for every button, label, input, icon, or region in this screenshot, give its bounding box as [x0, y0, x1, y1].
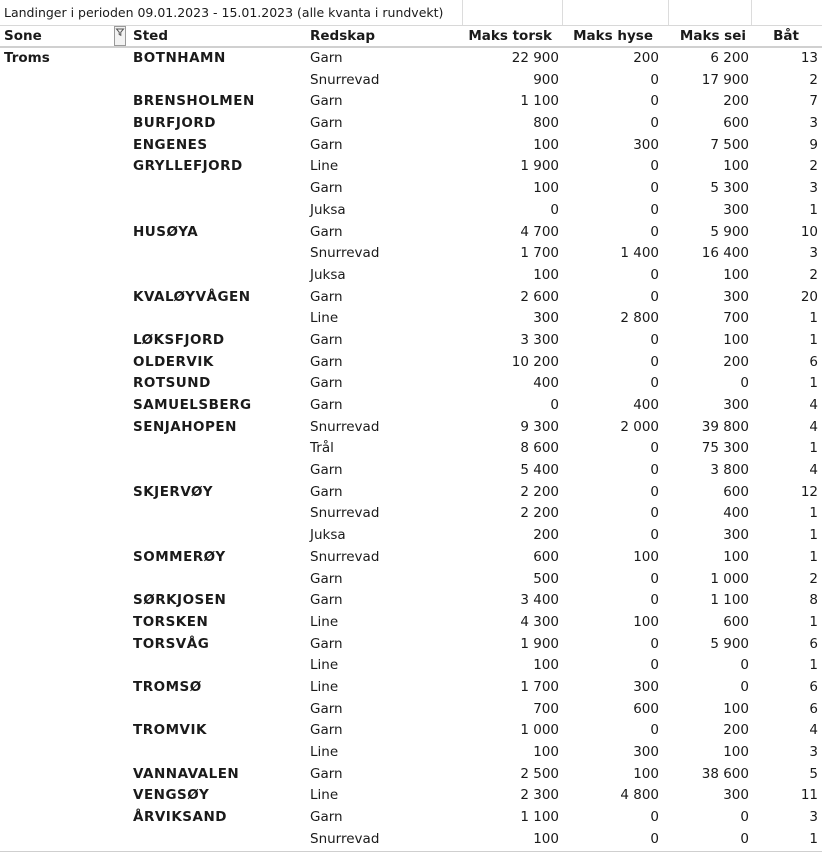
row-maks-torsk: 400 [533, 375, 559, 392]
row-maks-sei: 0 [740, 809, 749, 826]
row-maks-hyse: 0 [650, 483, 659, 500]
row-bat: 1 [809, 310, 818, 327]
row-maks-torsk: 900 [533, 71, 559, 88]
row-bat: 10 [800, 223, 818, 240]
row-maks-torsk: 100 [533, 266, 559, 283]
row-bat: 4 [809, 722, 818, 739]
row-redskap: Garn [310, 483, 343, 500]
row-redskap: Line [310, 787, 339, 804]
row-bat: 4 [809, 418, 818, 435]
row-bat: 2 [809, 71, 818, 88]
row-maks-torsk: 1 700 [520, 678, 559, 695]
row-maks-torsk: 2 200 [520, 505, 559, 522]
row-maks-hyse: 300 [633, 744, 659, 760]
row-maks-sei: 600 [723, 483, 749, 500]
title-cell-divider [562, 0, 563, 25]
row-maks-torsk: 100 [533, 180, 559, 197]
row-sted: SOMMERØY [133, 548, 226, 565]
row-redskap: Line [310, 158, 339, 175]
row-bat: 1 [809, 375, 818, 392]
row-maks-torsk: 1 700 [520, 245, 559, 262]
row-maks-sei: 400 [723, 505, 749, 522]
row-maks-sei: 600 [723, 115, 749, 132]
row-redskap: Garn [310, 765, 343, 782]
row-maks-torsk: 2 600 [520, 288, 559, 305]
table-row[interactable] [0, 829, 822, 851]
row-sted: HUSØYA [133, 223, 199, 240]
row-maks-torsk: 1 900 [520, 635, 559, 652]
row-maks-hyse: 1 400 [620, 245, 659, 262]
row-maks-hyse: 0 [650, 505, 659, 522]
row-maks-hyse: 100 [633, 548, 659, 565]
row-maks-sei: 300 [723, 397, 749, 413]
row-redskap: Garn [310, 50, 343, 66]
table-row[interactable] [0, 590, 822, 612]
row-bat: 6 [809, 678, 818, 695]
row-redskap: Garn [310, 136, 343, 153]
row-bat: 1 [809, 527, 818, 544]
row-maks-sei: 600 [723, 613, 749, 630]
row-maks-torsk: 1 000 [520, 722, 559, 739]
row-sted: SKJERVØY [133, 483, 214, 500]
row-maks-hyse: 0 [650, 527, 659, 544]
row-redskap: Snurrevad [310, 245, 380, 262]
table-row[interactable] [0, 525, 822, 547]
row-maks-sei: 7 500 [710, 136, 749, 153]
row-maks-torsk: 100 [533, 830, 559, 847]
row-maks-torsk: 700 [533, 700, 559, 717]
row-redskap: Garn [310, 288, 343, 305]
row-maks-hyse: 0 [650, 158, 659, 175]
row-maks-hyse: 100 [633, 765, 659, 782]
table-row[interactable] [0, 634, 822, 656]
table-header [0, 26, 822, 46]
row-maks-sei: 5 900 [710, 635, 749, 652]
row-bat: 9 [809, 136, 818, 153]
row-maks-hyse: 0 [650, 592, 659, 609]
row-redskap: Garn [310, 115, 343, 132]
row-maks-sei: 300 [723, 527, 749, 544]
row-maks-hyse: 0 [650, 331, 659, 348]
row-sted: VENGSØY [133, 787, 210, 804]
row-redskap: Trål [310, 440, 334, 457]
table-row[interactable] [0, 395, 822, 417]
row-maks-sei: 5 300 [710, 180, 749, 197]
table-row[interactable] [0, 200, 822, 222]
header-maks-sei[interactable]: Maks sei [679, 28, 746, 44]
table-row[interactable] [0, 330, 822, 352]
row-bat: 3 [809, 245, 818, 262]
row-maks-torsk: 10 200 [511, 353, 559, 370]
row-maks-sei: 6 200 [710, 50, 749, 66]
row-maks-sei: 300 [723, 201, 749, 218]
row-maks-sei: 38 600 [701, 765, 749, 782]
header-maks-hyse[interactable]: Maks hyse [573, 28, 653, 44]
row-redskap: Garn [310, 180, 343, 197]
row-maks-torsk: 2 200 [520, 483, 559, 500]
filter-icon[interactable] [114, 26, 126, 46]
row-maks-torsk: 100 [533, 657, 559, 674]
table-row[interactable] [0, 482, 822, 504]
row-redskap: Garn [310, 570, 343, 587]
row-sted: ENGENES [133, 136, 208, 153]
row-maks-torsk: 3 400 [520, 592, 559, 609]
row-maks-torsk: 9 300 [520, 418, 559, 435]
row-bat: 4 [809, 462, 818, 479]
row-maks-hyse: 0 [650, 722, 659, 739]
table-row[interactable] [0, 569, 822, 591]
row-maks-sei: 200 [723, 93, 749, 110]
row-bat: 3 [809, 809, 818, 826]
row-maks-torsk: 3 300 [520, 331, 559, 348]
row-bat: 1 [809, 440, 818, 457]
table-row[interactable] [0, 243, 822, 265]
row-maks-hyse: 0 [650, 440, 659, 457]
table-row[interactable] [0, 655, 822, 677]
row-redskap: Juksa [310, 266, 346, 283]
row-sted: TROMVIK [133, 722, 207, 739]
row-maks-sei: 300 [723, 787, 749, 804]
row-bat: 1 [809, 613, 818, 630]
row-maks-sei: 1 100 [710, 592, 749, 609]
row-redskap: Garn [310, 353, 343, 370]
row-maks-hyse: 300 [633, 136, 659, 153]
row-redskap: Snurrevad [310, 71, 380, 88]
row-maks-sei: 300 [723, 288, 749, 305]
row-maks-sei: 100 [723, 266, 749, 283]
row-redskap: Line [310, 613, 339, 630]
row-redskap: Garn [310, 93, 343, 110]
row-redskap: Garn [310, 722, 343, 739]
row-maks-hyse: 0 [650, 375, 659, 392]
row-redskap: Line [310, 744, 339, 760]
row-sted: BRENSHOLMEN [133, 93, 255, 110]
row-sted: ÅRVIKSAND [133, 809, 227, 826]
row-bat: 3 [809, 180, 818, 197]
row-maks-torsk: 2 300 [520, 787, 559, 804]
table-row[interactable] [0, 373, 822, 395]
row-maks-sei: 16 400 [701, 245, 749, 262]
row-bat: 2 [809, 158, 818, 175]
row-maks-sei: 0 [740, 375, 749, 392]
row-bat: 3 [809, 115, 818, 132]
row-maks-sei: 17 900 [701, 71, 749, 88]
row-bat: 1 [809, 830, 818, 847]
table-row[interactable] [0, 287, 822, 309]
row-bat: 4 [809, 397, 818, 413]
row-sted: TORSVÅG [133, 635, 210, 652]
row-maks-hyse: 0 [650, 830, 659, 847]
table-row[interactable] [0, 135, 822, 157]
row-maks-sei: 700 [723, 310, 749, 327]
row-maks-hyse: 600 [633, 700, 659, 717]
row-redskap: Snurrevad [310, 548, 380, 565]
row-sted: BOTNHAMN [133, 50, 226, 66]
row-maks-torsk: 0 [550, 201, 559, 218]
row-maks-sei: 1 000 [710, 570, 749, 587]
report-title: Landinger i perioden 09.01.2023 - 15.01.2023 (alle kvanta i rundvekt) [4, 5, 444, 20]
row-sted: KVALØYVÅGEN [133, 288, 251, 305]
title-cell-divider [668, 0, 669, 25]
table-row[interactable] [0, 156, 822, 178]
row-maks-sei: 200 [723, 353, 749, 370]
row-maks-torsk: 1 100 [520, 809, 559, 826]
header-sone[interactable]: Sone [4, 28, 42, 44]
table-row[interactable] [0, 265, 822, 287]
row-sone: Troms [4, 50, 50, 66]
row-maks-sei: 0 [740, 657, 749, 674]
row-maks-hyse: 2 800 [620, 310, 659, 327]
row-maks-hyse: 0 [650, 115, 659, 132]
table-row[interactable] [0, 547, 822, 569]
row-maks-sei: 39 800 [701, 418, 749, 435]
row-redskap: Snurrevad [310, 418, 380, 435]
row-redskap: Garn [310, 700, 343, 717]
table-row[interactable] [0, 503, 822, 525]
row-maks-torsk: 0 [550, 397, 559, 413]
row-sted: OLDERVIK [133, 353, 214, 370]
row-sted: ROTSUND [133, 375, 211, 392]
row-bat: 2 [809, 266, 818, 283]
table-bottom-border [0, 851, 822, 852]
row-redskap: Line [310, 678, 339, 695]
row-maks-hyse: 0 [650, 657, 659, 674]
row-maks-sei: 100 [723, 744, 749, 760]
row-sted: BURFJORD [133, 115, 216, 132]
row-maks-hyse: 0 [650, 288, 659, 305]
row-maks-sei: 3 800 [710, 462, 749, 479]
row-maks-torsk: 500 [533, 570, 559, 587]
row-bat: 6 [809, 635, 818, 652]
row-maks-hyse: 2 000 [620, 418, 659, 435]
table-row[interactable] [0, 720, 822, 742]
row-maks-torsk: 300 [533, 310, 559, 327]
table-row[interactable] [0, 612, 822, 634]
row-maks-sei: 100 [723, 548, 749, 565]
row-bat: 13 [800, 50, 818, 66]
row-redskap: Garn [310, 592, 343, 609]
table-row[interactable] [0, 91, 822, 113]
row-maks-sei: 0 [740, 830, 749, 847]
row-maks-hyse: 4 800 [620, 787, 659, 804]
table-row[interactable] [0, 677, 822, 699]
row-maks-torsk: 100 [533, 744, 559, 760]
row-redskap: Garn [310, 331, 343, 348]
table-row[interactable] [0, 438, 822, 460]
row-maks-hyse: 0 [650, 635, 659, 652]
row-maks-sei: 0 [740, 678, 749, 695]
row-maks-torsk: 4 700 [520, 223, 559, 240]
row-maks-sei: 100 [723, 331, 749, 348]
row-maks-hyse: 400 [633, 397, 659, 413]
row-maks-torsk: 22 900 [511, 50, 559, 66]
row-redskap: Garn [310, 375, 343, 392]
row-bat: 1 [809, 657, 818, 674]
row-redskap: Line [310, 310, 339, 327]
row-sted: GRYLLEFJORD [133, 158, 243, 175]
row-redskap: Garn [310, 809, 343, 826]
row-maks-hyse: 0 [650, 71, 659, 88]
row-maks-torsk: 800 [533, 115, 559, 132]
row-maks-hyse: 0 [650, 353, 659, 370]
row-bat: 3 [809, 744, 818, 760]
row-redskap: Juksa [310, 201, 346, 218]
row-sted: SENJAHOPEN [133, 418, 237, 435]
row-bat: 20 [800, 288, 818, 305]
row-maks-hyse: 0 [650, 180, 659, 197]
table-row[interactable] [0, 113, 822, 135]
row-bat: 1 [809, 331, 818, 348]
row-bat: 8 [809, 592, 818, 609]
row-bat: 6 [809, 700, 818, 717]
row-maks-sei: 100 [723, 158, 749, 175]
title-cell-divider [462, 0, 463, 25]
table-row[interactable] [0, 308, 822, 330]
row-maks-hyse: 0 [650, 809, 659, 826]
header-redskap[interactable]: Redskap [310, 28, 376, 44]
row-sted: TORSKEN [133, 613, 209, 630]
row-redskap: Snurrevad [310, 505, 380, 522]
row-bat: 5 [809, 765, 818, 782]
table-row[interactable] [0, 222, 822, 244]
table-row[interactable] [0, 178, 822, 200]
row-bat: 2 [809, 570, 818, 587]
table-row[interactable] [0, 807, 822, 829]
row-maks-torsk: 200 [533, 527, 559, 544]
row-maks-torsk: 1 900 [520, 158, 559, 175]
header-sted[interactable]: Sted [133, 28, 168, 44]
row-redskap: Garn [310, 635, 343, 652]
row-maks-hyse: 0 [650, 223, 659, 240]
row-redskap: Garn [310, 223, 343, 240]
row-bat: 12 [800, 483, 818, 500]
row-sted: LØKSFJORD [133, 331, 225, 348]
table-row[interactable] [0, 70, 822, 92]
header-maks-torsk[interactable]: Maks torsk [468, 28, 552, 44]
row-sted: VANNAVALEN [133, 765, 240, 782]
row-redskap: Garn [310, 462, 343, 479]
table-row[interactable] [0, 785, 822, 807]
row-sted: SØRKJOSEN [133, 592, 227, 609]
table-row[interactable] [0, 699, 822, 721]
row-bat: 1 [809, 201, 818, 218]
row-maks-torsk: 4 300 [520, 613, 559, 630]
row-maks-sei: 75 300 [701, 440, 749, 457]
table-row[interactable] [0, 352, 822, 374]
row-bat: 1 [809, 548, 818, 565]
row-maks-torsk: 5 400 [520, 462, 559, 479]
row-sted: SAMUELSBERG [133, 397, 252, 413]
row-maks-hyse: 0 [650, 93, 659, 110]
table-row[interactable] [0, 764, 822, 786]
table-row[interactable] [0, 742, 822, 764]
row-maks-torsk: 1 100 [520, 93, 559, 110]
table-row[interactable] [0, 460, 822, 482]
row-maks-hyse: 300 [633, 678, 659, 695]
title-cell-divider [751, 0, 752, 25]
row-maks-torsk: 2 500 [520, 765, 559, 782]
row-maks-hyse: 0 [650, 462, 659, 479]
table-row[interactable] [0, 417, 822, 439]
row-maks-hyse: 0 [650, 570, 659, 587]
row-maks-torsk: 600 [533, 548, 559, 565]
row-redskap: Line [310, 657, 339, 674]
row-maks-sei: 200 [723, 722, 749, 739]
row-redskap: Snurrevad [310, 830, 380, 847]
row-maks-torsk: 100 [533, 136, 559, 153]
table-row[interactable] [0, 48, 822, 70]
row-redskap: Juksa [310, 527, 346, 544]
row-bat: 7 [809, 93, 818, 110]
row-maks-hyse: 0 [650, 266, 659, 283]
row-redskap: Garn [310, 397, 343, 413]
row-bat: 1 [809, 505, 818, 522]
row-maks-hyse: 0 [650, 201, 659, 218]
row-bat: 11 [800, 787, 818, 804]
row-maks-hyse: 100 [633, 613, 659, 630]
table-body [0, 48, 822, 850]
row-maks-hyse: 200 [633, 50, 659, 66]
row-maks-sei: 100 [723, 700, 749, 717]
row-bat: 6 [809, 353, 818, 370]
row-maks-torsk: 8 600 [520, 440, 559, 457]
row-sted: TROMSØ [133, 678, 202, 695]
header-bat[interactable]: Båt [773, 28, 799, 44]
row-maks-sei: 5 900 [710, 223, 749, 240]
